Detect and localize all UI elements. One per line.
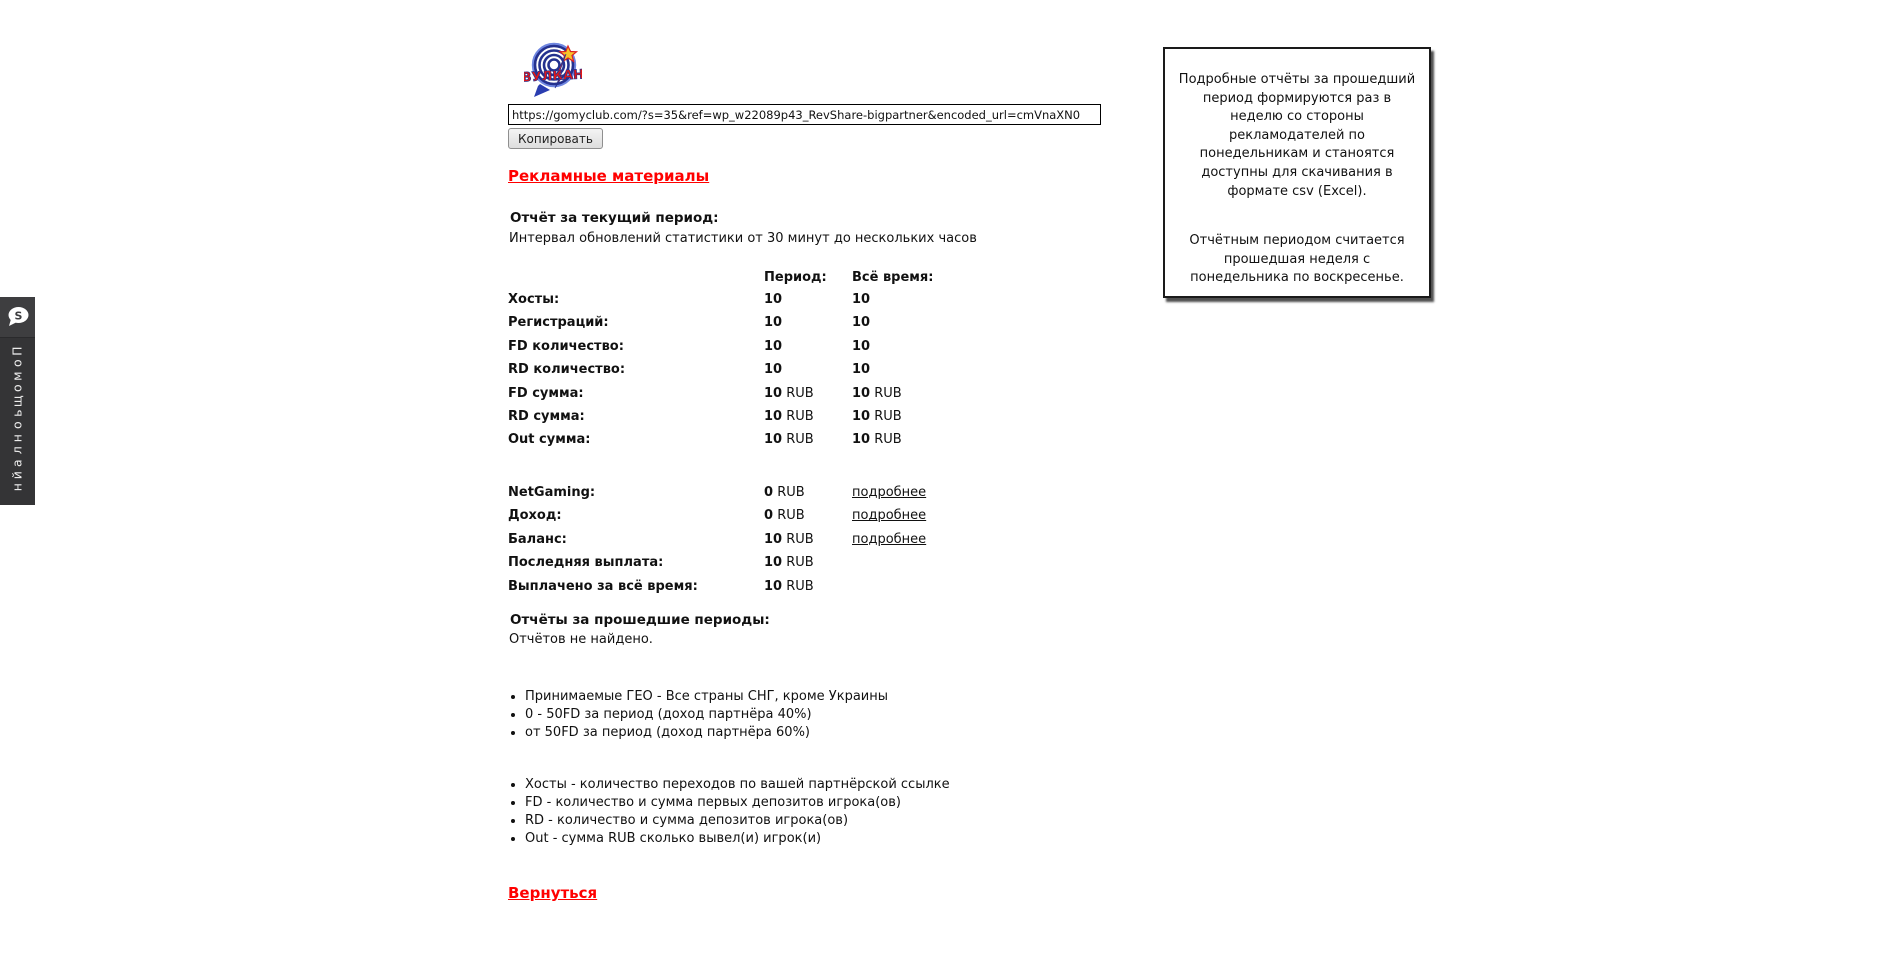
account-label: Доход: <box>508 508 562 524</box>
account-label: NetGaming: <box>508 485 596 500</box>
account-number: 0 <box>764 485 774 500</box>
glossary-item: • RD - количество и сумма депозитов игрока(ов) <box>525 812 950 830</box>
stat-unit: RUB <box>874 432 902 448</box>
terms-item: • Принимаемые ГЕО - Все страны СНГ, кроме Украины <box>525 688 888 706</box>
stat-label: RD количество: <box>508 362 626 378</box>
account-table <box>508 481 1002 598</box>
stat-alltime-value <box>852 358 1002 381</box>
stat-alltime-value <box>852 288 1002 311</box>
stats-header-empty <box>508 269 764 288</box>
current-report-subtitle: Интервал обновлений статистики от 30 минут до нескольких часов <box>509 231 977 246</box>
account-unit: RUB <box>777 508 805 524</box>
stat-label: Регистраций: <box>508 315 609 331</box>
copy-button[interactable]: Копировать <box>508 128 603 149</box>
terms-list <box>508 688 888 742</box>
stat-label: FD сумма: <box>508 385 584 401</box>
stat-number: 10 <box>764 432 783 448</box>
stat-number: 10 <box>852 408 871 424</box>
account-label: Выплачено за всё время: <box>508 578 698 594</box>
stat-period-value <box>764 311 852 334</box>
stat-unit: RUB <box>874 408 902 424</box>
info-box-paragraph-2: Отчётным периодом считается прошедшая неделя с понедельника по воскресенье. <box>1189 233 1405 286</box>
stat-number: 10 <box>852 338 871 354</box>
stat-unit: RUB <box>874 385 902 401</box>
period-column-header: Период: <box>764 270 827 285</box>
current-report-title: Отчёт за текущий период: <box>510 210 719 226</box>
alltime-column-header: Всё время: <box>852 270 934 285</box>
details-link[interactable]: подробнее <box>852 485 927 500</box>
chat-bubble-icon[interactable] <box>0 297 35 338</box>
stat-number: 10 <box>764 292 783 307</box>
vulkan-logo-image <box>524 42 582 98</box>
stat-number: 10 <box>852 432 871 448</box>
stat-number: 10 <box>764 362 783 378</box>
stat-label: Хосты: <box>508 292 560 307</box>
details-link[interactable]: подробнее <box>852 531 927 547</box>
stat-number: 10 <box>852 315 871 331</box>
chat-bubble-icon-image <box>6 306 30 328</box>
stat-period-value <box>764 428 852 451</box>
account-value <box>764 481 852 504</box>
glossary-item: • Хосты - количество переходов по вашей партнёрской ссылке <box>525 776 950 794</box>
stat-unit: RUB <box>786 432 814 448</box>
stat-label: Out сумма: <box>508 432 591 448</box>
terms-item: • от 50FD за период (доход партнёра 60%) <box>525 724 888 742</box>
stat-alltime-value <box>852 311 1002 334</box>
account-label: Последняя выплата: <box>508 555 664 571</box>
account-value <box>764 504 852 527</box>
account-number: 0 <box>764 508 774 524</box>
account-unit: RUB <box>777 485 805 500</box>
stat-unit: RUB <box>786 408 814 424</box>
help-online-label[interactable]: П о м о щ ь о н л а й н <box>9 346 25 492</box>
past-reports-title: Отчёты за прошедшие периоды: <box>510 612 770 628</box>
stat-label: FD количество: <box>508 338 624 354</box>
account-value <box>764 575 852 598</box>
info-box <box>1163 47 1431 298</box>
stats-table <box>508 269 1002 452</box>
glossary-item: • FD - количество и сумма первых депозитов игрока(ов) <box>525 794 950 812</box>
stat-alltime-value <box>852 382 1002 405</box>
stat-period-value <box>764 288 852 311</box>
account-number: 10 <box>764 531 783 547</box>
vulkan-logo <box>524 42 582 98</box>
account-unit: RUB <box>786 531 814 547</box>
stat-alltime-value <box>852 428 1002 451</box>
details-link[interactable]: подробнее <box>852 508 927 524</box>
stat-period-value <box>764 405 852 428</box>
glossary-item: • Out - сумма RUB сколько вывел(и) игрок(и) <box>525 830 950 848</box>
account-label: Баланс: <box>508 531 567 547</box>
stat-unit: RUB <box>786 385 814 401</box>
stat-number: 10 <box>764 315 783 331</box>
account-unit: RUB <box>786 578 814 594</box>
account-number: 10 <box>764 555 783 571</box>
account-value <box>764 551 852 574</box>
stat-number: 10 <box>764 338 783 354</box>
svg-text:S: S <box>14 309 22 323</box>
past-reports-empty-text: Отчётов не найдено. <box>509 632 653 647</box>
stat-period-value <box>764 382 852 405</box>
stat-number: 10 <box>852 292 871 307</box>
stat-alltime-value <box>852 405 1002 428</box>
stat-period-value <box>764 335 852 358</box>
account-unit: RUB <box>786 555 814 571</box>
stat-label: RD сумма: <box>508 408 585 424</box>
stat-period-value <box>764 358 852 381</box>
account-value <box>764 528 852 551</box>
stat-alltime-value <box>852 335 1002 358</box>
stat-number: 10 <box>764 408 783 424</box>
info-box-paragraph-1: Подробные отчёты за прошедший период формируются раз в неделю со стороны рекламодателей по понедельникам и станоятся доступны для скачивания в формате csv (Excel). <box>1178 72 1416 199</box>
terms-item: • 0 - 50FD за период (доход партнёра 40%) <box>525 706 888 724</box>
back-link[interactable]: Вернуться <box>508 884 598 902</box>
glossary-list <box>508 776 950 848</box>
online-help-widget[interactable] <box>0 297 35 505</box>
promo-materials-link[interactable]: Рекламные материалы <box>508 167 710 185</box>
svg-text:ВУЛКАН: ВУЛКАН <box>524 67 582 86</box>
stat-number: 10 <box>764 385 783 401</box>
account-number: 10 <box>764 578 783 594</box>
stat-number: 10 <box>852 362 871 378</box>
stat-number: 10 <box>852 385 871 401</box>
referral-url-input[interactable] <box>508 104 1101 125</box>
